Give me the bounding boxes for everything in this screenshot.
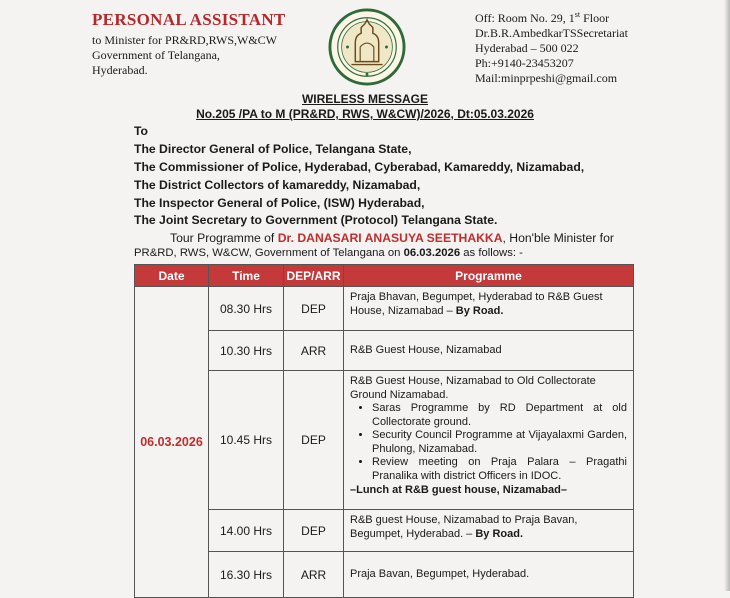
lunch-note: –Lunch at R&B guest house, Nizamabad–	[350, 484, 567, 496]
table-row	[135, 287, 634, 331]
dep-arr-cell: DEP	[284, 371, 344, 510]
office-building: Dr.B.R.AmbedkarTSSecretariat	[475, 26, 628, 40]
header-dep-arr: DEP/ARR	[284, 265, 344, 287]
table-row	[135, 510, 634, 552]
office-city: Hyderabad – 500 022	[475, 41, 579, 55]
programme-cell: Praja Bhavan, Begumpet, Hyderabad to R&B Guest House, Nizamabad – By Road.	[344, 287, 634, 331]
table-row	[135, 331, 634, 371]
dep-arr-cell: DEP	[284, 510, 344, 552]
message-type: WIRELESS MESSAGE	[301, 92, 429, 106]
time-cell: 08.30 Hrs	[209, 287, 284, 331]
header-date: Date	[135, 265, 209, 287]
intro-line-1: Tour Programme of Dr. DANASARI ANASUYA SEETHAKKA, Hon'ble Minister for	[170, 231, 614, 245]
office-line-1: to Minister for PR&RD,RWS,W&CW	[92, 33, 278, 47]
office-line-3: Hyderabad.	[92, 63, 148, 77]
date-cell: 06.03.2026	[135, 287, 209, 598]
programme-text: R&B Guest House, Nizamabad to Old Collectorate Ground Nizamabad.	[350, 375, 596, 401]
office-email: Mail:minprpeshi@gmail.com	[475, 71, 618, 85]
time-cell: 10.30 Hrs	[209, 331, 284, 371]
message-reference: No.205 /PA to M (PR&RD, RWS, W&CW)/2026, Dt:05.03.2026	[196, 107, 534, 121]
office-phone: Ph:+9140-23453207	[475, 56, 574, 70]
to-label: To	[134, 124, 148, 138]
list-item: • Saras Programme by RD Department at old Collectorate ground.	[372, 402, 627, 429]
page-title: PERSONAL ASSISTANT	[92, 10, 286, 29]
intro-line-2: PR&RD, RWS, W&CW, Government of Telangana on 06.03.2026 as follows: -	[134, 247, 523, 259]
time-cell: 14.00 Hrs	[209, 510, 284, 552]
addressee-5: The Joint Secretary to Government (Protocol) Telangana State.	[134, 213, 498, 227]
addressee-3: The District Collectors of kamareddy, Nizamabad,	[134, 178, 421, 192]
table-row	[135, 371, 634, 510]
page-edge-shadow	[724, 0, 730, 591]
dep-arr-cell: DEP	[284, 287, 344, 331]
addressee-1: The Director General of Police, Telangana State,	[134, 142, 412, 156]
header-time: Time	[209, 265, 284, 287]
time-cell: 16.30 Hrs	[209, 552, 284, 598]
programme-cell	[344, 371, 634, 510]
office-line-2: Government of Telangana,	[92, 48, 220, 62]
telangana-emblem-icon	[328, 8, 406, 86]
addressee-2: The Commissioner of Police, Hyderabad, Cyberabad, Kamareddy, Nizamabad,	[134, 160, 585, 174]
programme-cell: R&B Guest House, Nizamabad	[344, 331, 634, 371]
time-cell: 10.45 Hrs	[209, 371, 284, 510]
table-header-row	[135, 265, 634, 287]
minister-name: Dr. DANASARI ANASUYA SEETHAKKA	[277, 231, 503, 245]
list-item: • Security Council Programme at Vijayalaxmi Garden, Phulong, Nizamabad.	[372, 429, 627, 456]
tour-date: 06.03.2026	[403, 247, 461, 259]
header-programme: Programme	[344, 265, 634, 287]
tour-programme-table	[134, 264, 634, 598]
programme-bullet-list	[350, 402, 627, 483]
office-room: Off: Room No. 29, 1st Floor	[475, 10, 610, 25]
programme-cell: R&B guest House, Nizamabad to Praja Bavan, Begumpet, Hyderabad. – By Road.	[344, 510, 634, 552]
list-item: • Review meeting on Praja Palara – Pragathi Pranalika with district Officers in IDOC.	[372, 456, 627, 483]
dep-arr-cell: ARR	[284, 331, 344, 371]
addressee-4: The Inspector General of Police, (ISW) Hyderabad,	[134, 196, 425, 210]
programme-cell: Praja Bavan, Begumpet, Hyderabad.	[344, 552, 634, 598]
dep-arr-cell: ARR	[284, 552, 344, 598]
